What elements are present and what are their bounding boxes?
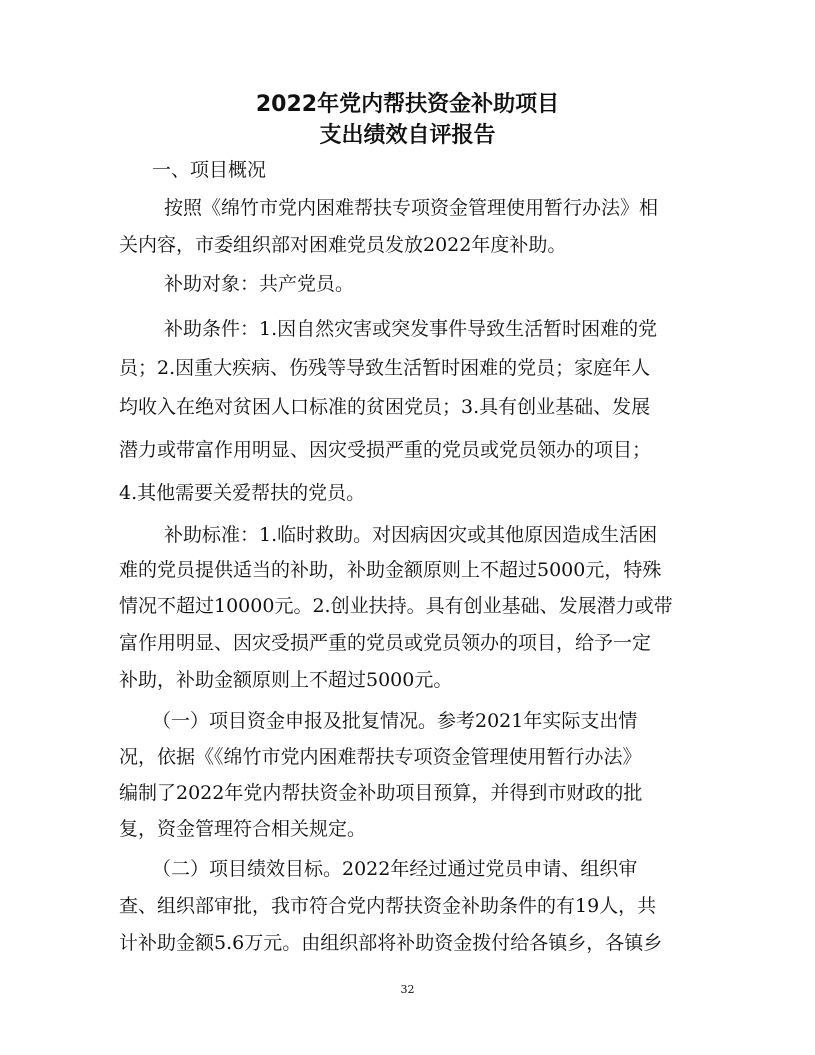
paragraph-line: 查、组织部审批，我市符合党内帮扶资金补助条件的有19人，共: [119, 895, 657, 917]
paragraph-line: 均收入在绝对贫困人口标准的贫困党员；3.具有创业基础、发展: [119, 396, 651, 418]
paragraph-line: （二）项目绩效目标。2022年经过通过党员申请、组织审: [152, 858, 638, 880]
paragraph-line: 补助，补助金额原则上不超过5000元。: [119, 669, 453, 691]
paragraph-line: 潜力或带富作用明显、因灾受损严重的党员或党员领办的项目；: [119, 439, 652, 461]
paragraph-line: 复，资金管理符合相关规定。: [119, 818, 367, 840]
paragraph-line: 情况不超过10000元。2.创业扶持。具有创业基础、发展潜力或带: [119, 595, 673, 617]
paragraph-line: 编制了2022年党内帮扶资金补助项目预算，并得到市财政的批: [119, 782, 643, 804]
paragraph-line: 补助对象：共产党员。: [164, 273, 355, 295]
paragraph-line: 况，依据《《绵竹市党内困难帮扶专项资金管理使用暂行办法》: [119, 746, 642, 768]
paragraph-line: 富作用明显、因灾受损严重的党员或党员领办的项目，给予一定: [119, 632, 652, 654]
paragraph-line: 难的党员提供适当的补助，补助金额原则上不超过5000元，特殊: [119, 559, 662, 581]
page-number: 32: [400, 983, 415, 996]
paragraph-line: 员；2.因重大疾病、伤残等导致生活暂时困难的党员；家庭年人: [119, 357, 651, 379]
paragraph-line: 补助标准：1.临时救助。对因病因灾或其他原因造成生活困: [164, 524, 658, 546]
paragraph-line: 补助条件：1.因自然灾害或突发事件导致生活暂时困难的党: [164, 318, 658, 340]
section-heading: 一、项目概况: [152, 159, 267, 181]
paragraph-line: 关内容，市委组织部对困难党员发放2022年度补助。: [119, 234, 567, 256]
paragraph-line: 4.其他需要关爱帮扶的党员。: [119, 482, 366, 504]
paragraph-line: 计补助金额5.6万元。由组织部将补助资金拨付给各镇乡，各镇乡: [119, 932, 663, 954]
report-title-line-1: 2022年党内帮扶资金补助项目: [255, 92, 560, 117]
report-title-line-2: 支出绩效自评报告: [319, 123, 496, 148]
paragraph-line: 按照《绵竹市党内困难帮扶专项资金管理使用暂行办法》相: [164, 197, 659, 219]
paragraph-line: （一）项目资金申报及批复情况。参考2021年实际支出情: [152, 710, 638, 732]
